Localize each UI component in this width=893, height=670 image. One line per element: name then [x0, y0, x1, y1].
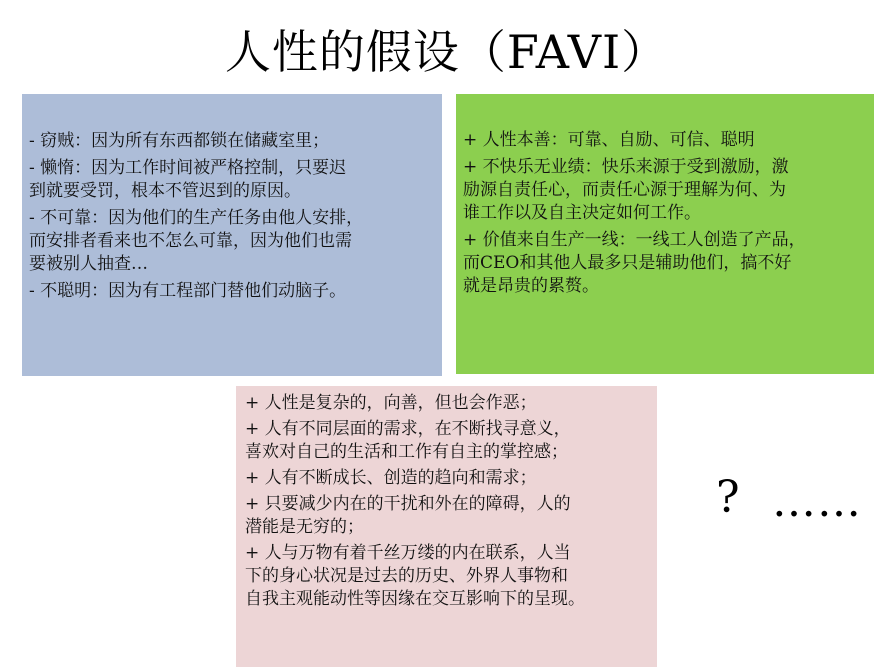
list-item-line: 而安排者看来也不怎么可靠，因为他们也需	[29, 231, 352, 251]
question-mark: ?	[716, 472, 740, 523]
list-item-line: - 窃贼：因为所有东西都锁在储藏室里；	[29, 131, 330, 151]
list-item-line: + 不快乐无业绩：快乐来源于受到激励，激	[463, 157, 789, 177]
list-item-line: - 不可靠：因为他们的生产任务由他人安排，	[29, 208, 364, 228]
list-item-line: + 人有不断成长、创造的趋向和需求；	[245, 468, 537, 488]
list-item-line: 励源自责任心，而责任心源于理解为何、为	[463, 180, 786, 200]
list-item-line: 就是昂贵的累赘。	[463, 276, 599, 296]
list-item-line: 而CEO和其他人最多只是辅助他们，搞不好	[463, 253, 792, 273]
list-item	[463, 229, 870, 298]
list-item-line: 潜能是无穷的；	[245, 517, 364, 537]
pink-box-human-nature	[236, 386, 657, 667]
list-item	[245, 493, 653, 539]
list-item-line: 自我主观能动性等因缘在交互影响下的呈现。	[245, 589, 585, 609]
list-item-line: + 价值来自生产一线：一线工人创造了产品，	[463, 230, 806, 250]
list-item	[245, 418, 653, 464]
list-item-line: - 不聪明：因为有工程部门替他们动脑子。	[29, 281, 347, 301]
list-item-line: + 人有不同层面的需求，在不断找寻意义，	[245, 419, 571, 439]
list-item-line: + 只要减少内在的干扰和外在的障碍，人的	[245, 494, 571, 514]
list-item	[245, 467, 653, 490]
list-item-line: 喜欢对自己的生活和工作有自主的掌控感；	[245, 442, 568, 462]
list-item	[29, 130, 438, 153]
list-item-line: + 人性是复杂的，向善，但也会作恶；	[245, 393, 537, 413]
list-item-line: 谁工作以及自主决定如何工作。	[463, 203, 701, 223]
list-item	[245, 542, 653, 611]
list-item-line: + 人与万物有着千丝万缕的内在联系，人当	[245, 543, 571, 563]
page-title: 人性的假设（FAVI）	[224, 25, 669, 79]
list-item	[29, 280, 438, 303]
list-item-line: - 懒惰：因为工作时间被严格控制，只要迟	[29, 158, 347, 178]
list-item	[463, 156, 870, 225]
blue-box-current-assumptions	[22, 94, 442, 376]
list-item-line: + 人性本善：可靠、自励、可信、聪明	[463, 130, 755, 150]
list-item	[29, 207, 438, 276]
list-item-line: 下的身心状况是过去的历史、外界人事物和	[245, 566, 568, 586]
list-item	[29, 157, 438, 203]
list-item	[463, 129, 870, 152]
green-box-favi-assumptions	[456, 94, 874, 374]
list-item	[245, 392, 653, 415]
list-item-line: 到就要受罚，根本不管迟到的原因。	[29, 181, 301, 201]
ellipsis: ……	[772, 476, 862, 527]
list-item-line: 要被别人抽查…	[29, 254, 148, 274]
